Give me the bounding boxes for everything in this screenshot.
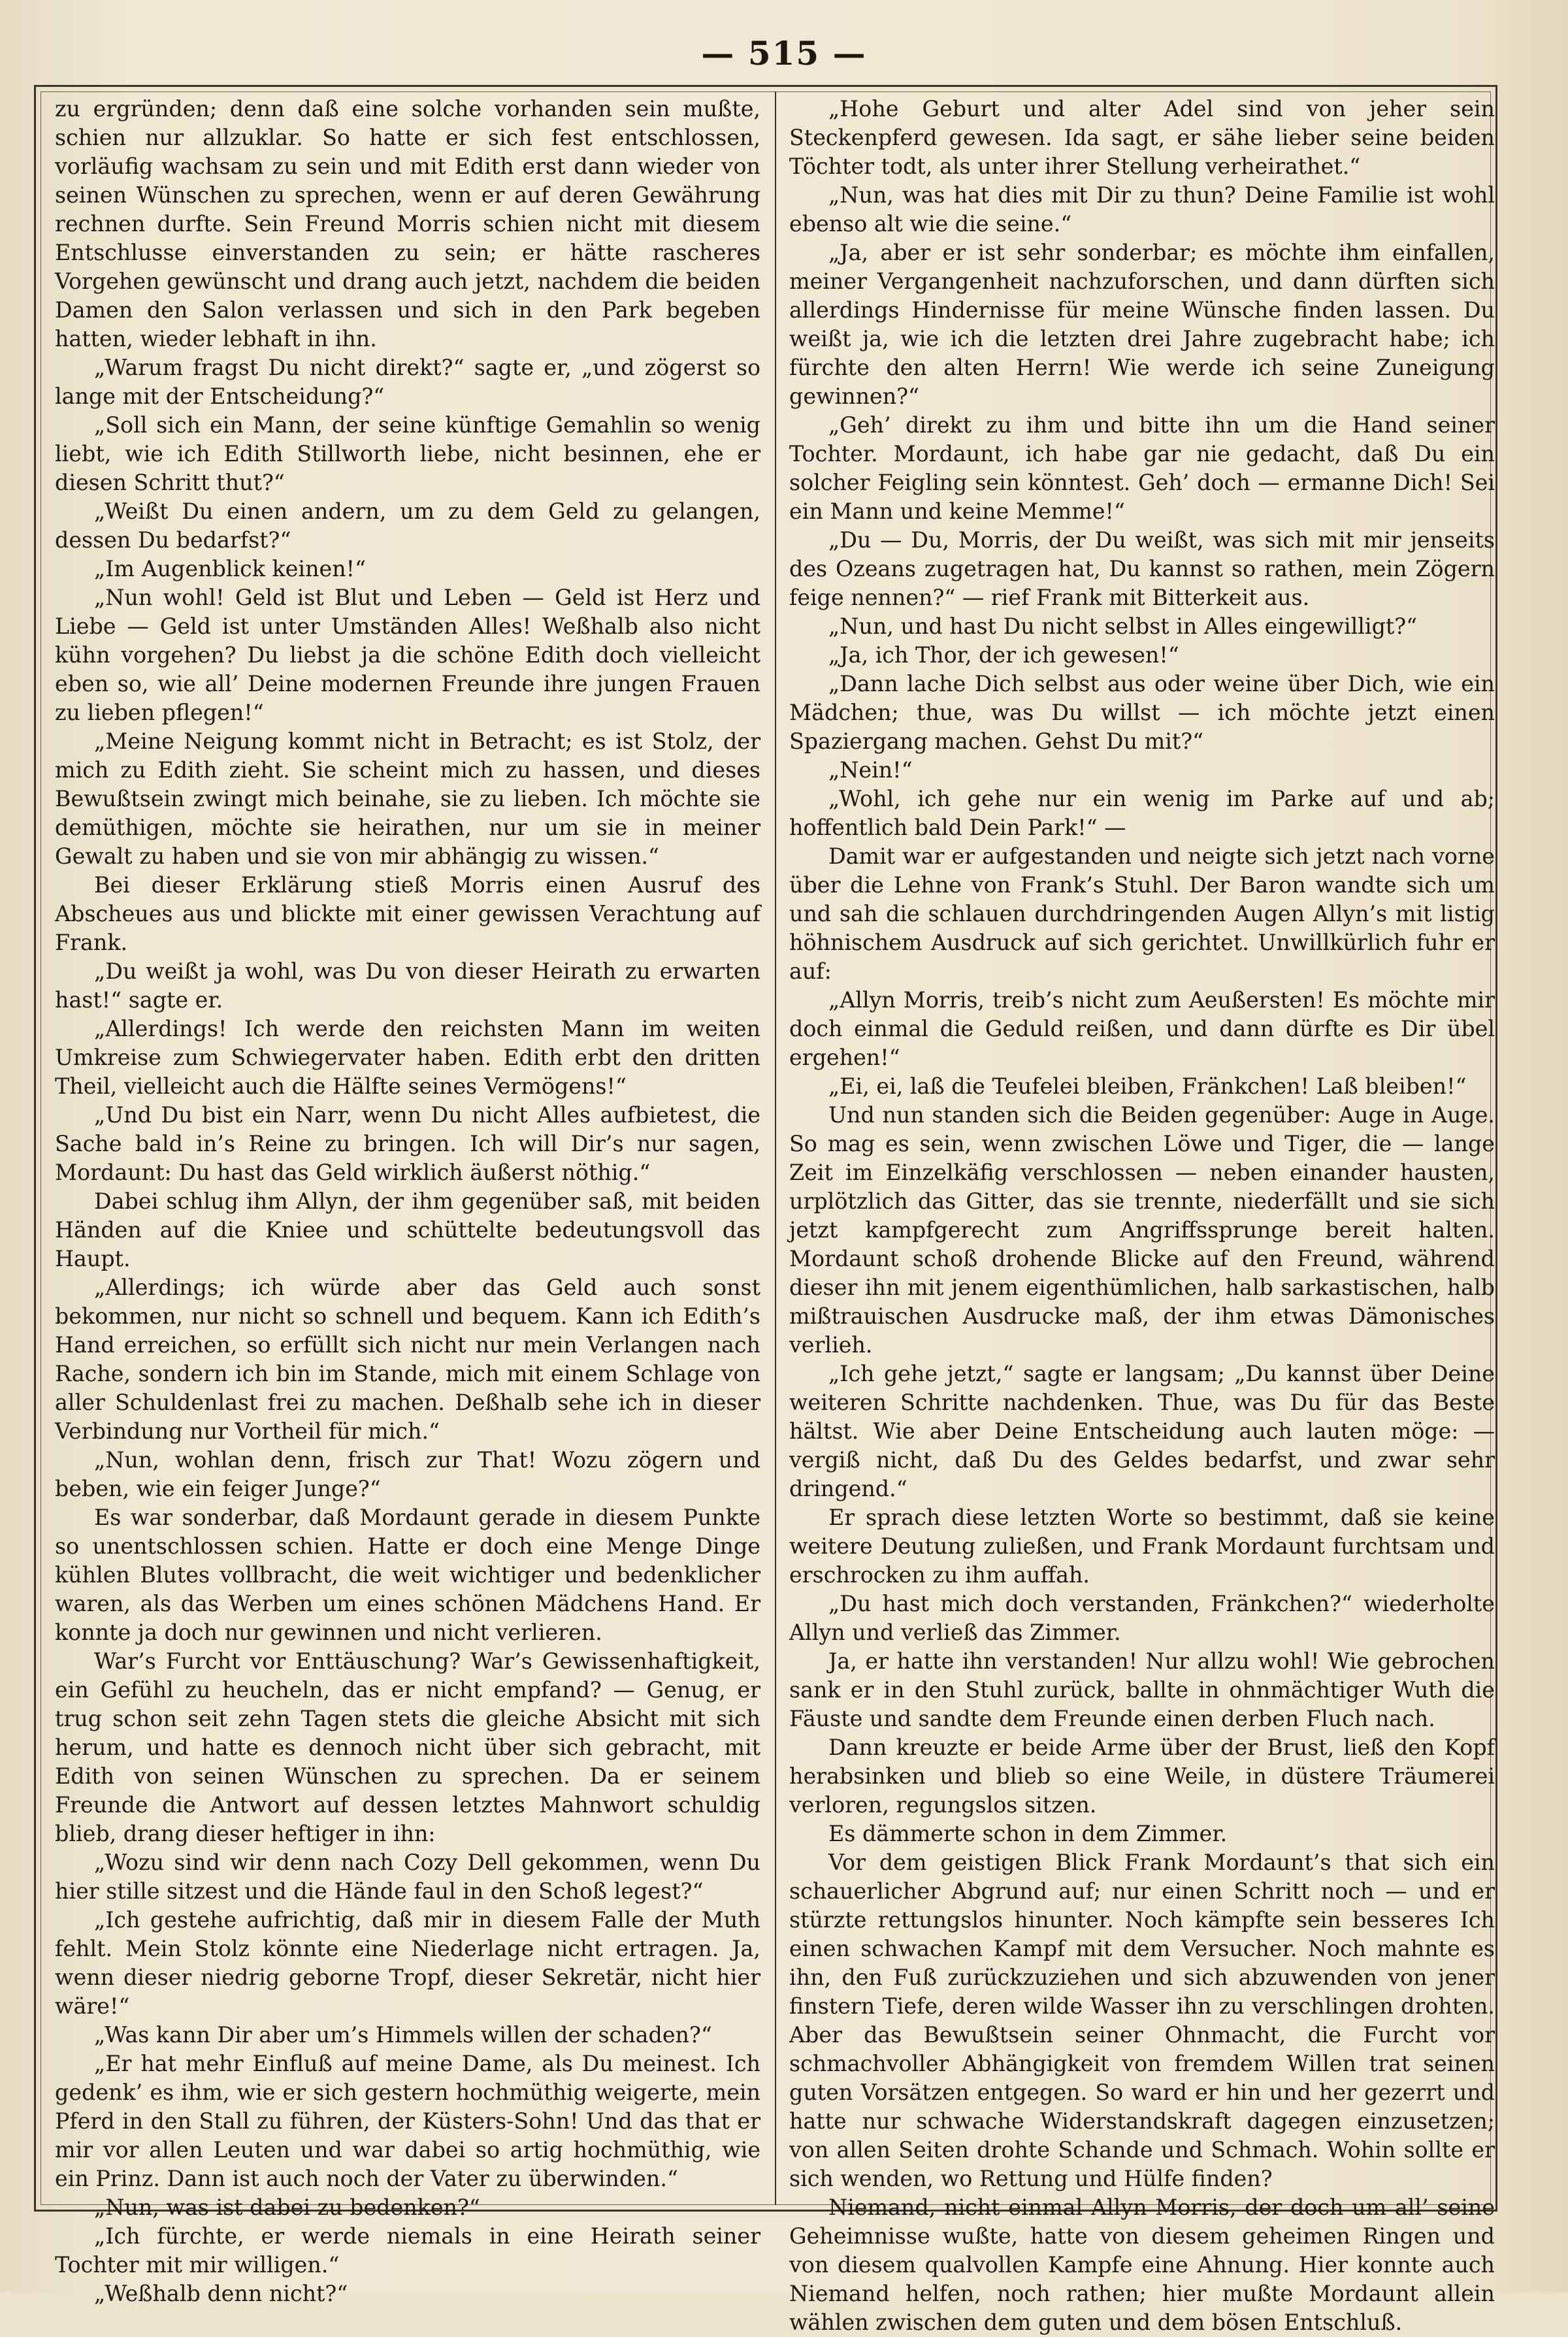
left-column xyxy=(55,95,760,2308)
paragraph: Bei dieser Erklärung stieß Morris einen Ausruf des Abscheues aus und blickte mit einer gewissen Verachtung auf Frank. xyxy=(55,872,760,955)
paragraph: „Ich gestehe aufrichtig, daß mir in diesem Falle der Muth fehlt. Mein Stolz könnte eine Niederlage nicht ertragen. Ja, wenn dieser niedrig geborne Tropf, dieser Sekretär, nicht hier wäre!“ xyxy=(55,1907,760,2019)
paragraph: Damit war er aufgestanden und neigte sich jetzt nach vorne über die Lehne von Frank’s Stuhl. Der Baron wandte sich um und sah die schlauen durchdringenden Augen Allyn’s mit listig höhnischem Ausdruck auf sich gerichtet. Unwillkürlich fuhr er auf: xyxy=(789,843,1495,984)
paragraph: Und nun standen sich die Beiden gegenüber: Auge in Auge. So mag es sein, wenn zwischen Löwe und Tiger, die — lange Zeit im Einzelkäfig verschlossen — neben einander hausten, urplötzlich das Gitter, das sie trennte, niederfällt und sie sich jetzt kampfgerecht zum Angriffssprunge bereit halten. Mordaunt schoß drohende Blicke auf den Freund, während dieser ihn mit jenem eigenthümlichen, halb sarkastischen, halb mißtrauischen Ausdrucke maß, der ihm etwas Dämonisches verlieh. xyxy=(789,1102,1495,1358)
paragraph: „Soll sich ein Mann, der seine künftige Gemahlin so wenig liebt, wie ich Edith Stillworth liebe, nicht besinnen, ehe er diesen Schritt thut?“ xyxy=(55,412,760,495)
paragraph: „Du — Du, Morris, der Du weißt, was sich mit mir jenseits des Ozeans zugetragen hat, Du kannst so rathen, mein Zögern feige nennen?“ — rief Frank mit Bitterkeit aus. xyxy=(789,527,1495,610)
paragraph: „Ich fürchte, er werde niemals in eine Heirath seiner Tochter mit mir willigen.“ xyxy=(55,2223,760,2278)
paragraph: „Und Du bist ein Narr, wenn Du nicht Alles aufbietest, die Sache bald in’s Reine zu bringen. Ich will Dir’s nur sagen, Mordaunt: Du hast das Geld wirklich äußerst nöthig.“ xyxy=(55,1102,760,1185)
paragraph: War’s Furcht vor Enttäuschung? War’s Gewissenhaftigkeit, ein Gefühl zu heucheln, das er nicht empfand? — Genug, er trug schon seit zehn Tagen stets die gleiche Absicht mit sich herum, und hatte es dennoch nicht über sich gebracht, mit Edith von seinen Wünschen zu sprechen. Da er seinem Freunde die Antwort auf dessen letztes Mahnwort schuldig blieb, drang dieser heftiger in ihn: xyxy=(55,1648,760,1846)
paragraph: „Er hat mehr Einfluß auf meine Dame, als Du meinest. Ich gedenk’ es ihm, wie er sich gestern hochmüthig weigerte, mein Pferd in den Stall zu führen, der Küsters-Sohn! Und das that er mir vor allen Leuten und war dabei so artig hochmüthig, wie ein Prinz. Dann ist auch noch der Vater zu überwinden.“ xyxy=(55,2051,760,2191)
paragraph: Dann kreuzte er beide Arme über der Brust, ließ den Kopf herabsinken und blieb so eine Weile, in düstere Träumerei verloren, regungslos sitzen. xyxy=(789,1735,1495,1818)
paragraph: „Was kann Dir aber um’s Himmels willen der schaden?“ xyxy=(94,2022,712,2048)
paragraph: „Nun, was ist dabei zu bedenken?“ xyxy=(94,2195,480,2220)
paragraph: „Nun wohl! Geld ist Blut und Leben — Geld ist Herz und Liebe — Geld ist unter Umständen Alles! Weßhalb also nicht kühn vorgehen? Du liebst ja die schöne Edith doch vielleicht eben so, wie all’ Deine modernen Freunde ihre jungen Frauen zu lieben pflegen!“ xyxy=(55,585,760,725)
paragraph: „Ei, ei, laß die Teufelei bleiben, Fränkchen! Laß bleiben!“ xyxy=(828,1073,1467,1099)
paragraph: Niemand, nicht einmal Allyn Morris, der doch um all’ seine Geheimnisse wußte, hatte von diesem geheimen Ringen und von diesem qualvollen Kampfe eine Ahnung. Hier konnte auch Niemand helfen, noch rathen; hier mußte Mordaunt allein wählen zwischen dem guten und dem bösen Entschluß. xyxy=(789,2195,1495,2335)
right-column xyxy=(789,95,1495,2337)
paragraph: Es war sonderbar, daß Mordaunt gerade in diesem Punkte so unentschlossen schien. Hatte er doch eine Menge Dinge kühlen Blutes vollbracht, die weit wichtiger und bedenklicher waren, als das Werben um eines schönen Mädchens Hand. Er konnte ja doch nur gewinnen und nicht verlieren. xyxy=(55,1505,760,1645)
paragraph: Dabei schlug ihm Allyn, der ihm gegenüber saß, mit beiden Händen auf die Kniee und schüttelte bedeutungsvoll das Haupt. xyxy=(55,1188,760,1271)
paragraph: „Ja, ich Thor, der ich gewesen!“ xyxy=(828,642,1179,668)
paragraph: „Dann lache Dich selbst aus oder weine über Dich, wie ein Mädchen; thue, was Du willst — ich möchte jetzt einen Spaziergang machen. Gehst Du mit?“ xyxy=(789,671,1495,754)
paragraph: „Geh’ direkt zu ihm und bitte ihn um die Hand seiner Tochter. Mordaunt, ich habe gar nie gedacht, daß Du ein solcher Feigling sein könntest. Geh’ doch — ermanne Dich! Sei ein Mann und keine Memme!“ xyxy=(789,412,1495,524)
paragraph: „Im Augenblick keinen!“ xyxy=(94,556,367,581)
paragraph: „Du hast mich doch verstanden, Fränkchen?“ wiederholte Allyn und verließ das Zimmer. xyxy=(789,1591,1495,1645)
paragraph: „Hohe Geburt und alter Adel sind von jeher sein Steckenpferd gewesen. Ida sagt, er sähe lieber seine beiden Töchter todt, als unter ihrer Stellung verheirathet.“ xyxy=(789,96,1495,179)
paragraph: „Warum fragst Du nicht direkt?“ sagte er, „und zögerst so lange mit der Entscheidung?“ xyxy=(55,355,760,409)
paragraph: „Weißt Du einen andern, um zu dem Geld zu gelangen, dessen Du bedarfst?“ xyxy=(55,498,760,553)
paragraph: „Meine Neigung kommt nicht in Betracht; es ist Stolz, der mich zu Edith zieht. Sie scheint mich zu hassen, und dieses Bewußtsein zwingt mich beinahe, sie zu lieben. Ich möchte sie demüthigen, möchte sie heirathen, nur um sie in meiner Gewalt zu haben und sie von mir abhängig zu wissen.“ xyxy=(55,728,760,869)
paragraph: „Ja, aber er ist sehr sonderbar; es möchte ihm einfallen, meiner Vergangenheit nachzuforschen, und dann dürften sich allerdings Hindernisse für meine Wünsche finden lassen. Du weißt ja, wie ich die letzten drei Jahre zugebracht habe; ich fürchte den alten Herrn! Wie werde ich seine Zuneigung gewinnen?“ xyxy=(789,240,1495,409)
paragraph: Ja, er hatte ihn verstanden! Nur allzu wohl! Wie gebrochen sank er in den Stuhl zurück, ballte in ohnmächtiger Wuth die Fäuste und sandte dem Freunde einen derben Fluch nach. xyxy=(789,1648,1495,1731)
page-number: — 515 — xyxy=(701,34,867,73)
paragraph: Er sprach diese letzten Worte so bestimmt, daß sie keine weitere Deutung zuließen, und Frank Mordaunt furchtsam und erschrocken zu ihm auffah. xyxy=(789,1505,1495,1588)
paragraph: „Allyn Morris, treib’s nicht zum Aeußersten! Es möchte mir doch einmal die Geduld reißen, und dann dürfte es Dir übel ergehen!“ xyxy=(789,987,1495,1070)
paragraph: „Wozu sind wir denn nach Cozy Dell gekommen, wenn Du hier stille sitzest und die Hände faul in den Schoß legest?“ xyxy=(55,1850,760,1904)
paragraph: „Wohl, ich gehe nur ein wenig im Parke auf und ab; hoffentlich bald Dein Park!“ — xyxy=(789,786,1495,840)
paragraph: zu ergründen; denn daß eine solche vorhanden sein mußte, schien nur allzuklar. So hatte er sich fest entschlossen, vorläufig wachsam zu sein und mit Edith erst dann wieder von seinen Wünschen zu sprechen, wenn er auf deren Gewährung rechnen durfte. Sein Freund Morris schien nicht mit diesem Entschlusse einverstanden zu sein; er hätte rascheres Vorgehen gewünscht und drang auch jetzt, nachdem die beiden Damen den Salon verlassen und sich in den Park begeben hatten, wieder lebhaft in ihn. xyxy=(55,96,760,351)
paragraph: „Nun, wohlan denn, frisch zur That! Wozu zögern und beben, wie ein feiger Junge?“ xyxy=(55,1447,760,1501)
paragraph: „Nein!“ xyxy=(828,757,913,783)
paragraph: Es dämmerte schon in dem Zimmer. xyxy=(828,1821,1228,1846)
paragraph: „Nun, was hat dies mit Dir zu thun? Deine Familie ist wohl ebenso alt wie die seine.“ xyxy=(789,182,1495,237)
paragraph: „Allerdings; ich würde aber das Geld auch sonst bekommen, nur nicht so schnell und bequem. Kann ich Edith’s Hand erreichen, so erfüllt sich nicht nur mein Verlangen nach Rache, sondern ich bin im Stande, mich mit einem Schlage von aller Schuldenlast frei zu machen. Deßhalb sehe ich in dieser Verbindung nur Vortheil für mich.“ xyxy=(55,1275,760,1444)
paragraph: „Du weißt ja wohl, was Du von dieser Heirath zu erwarten hast!“ sagte er. xyxy=(55,958,760,1013)
paragraph: „Weßhalb denn nicht?“ xyxy=(94,2281,348,2306)
paragraph: „Allerdings! Ich werde den reichsten Mann im weiten Umkreise zum Schwiegervater haben. Edith erbt den dritten Theil, vielleicht auch die Hälfte seines Vermögens!“ xyxy=(55,1016,760,1099)
paragraph: „Ich gehe jetzt,“ sagte er langsam; „Du kannst über Deine weiteren Schritte nachdenken. Thue, was Du für das Beste hältst. Wie aber Deine Entscheidung auch lauten möge: — vergiß nicht, daß Du des Geldes bedarfst, und zwar sehr dringend.“ xyxy=(789,1361,1495,1501)
paragraph: „Nun, und hast Du nicht selbst in Alles eingewilligt?“ xyxy=(828,613,1418,639)
column-divider xyxy=(775,91,776,2205)
paragraph: Vor dem geistigen Blick Frank Mordaunt’s that sich ein schauerlicher Abgrund auf; nur einen Schritt noch — und er stürzte rettungslos hinunter. Noch kämpfte sein besseres Ich einen schwachen Kampf mit dem Versucher. Noch mahnte es ihn, den Fuß zurückzuziehen und sich abzuwenden von jener finstern Tiefe, deren wilde Wasser ihn zu verschlingen drohten. Aber das Bewußtsein seiner Ohnmacht, die Furcht vor schmachvoller Abhängigkeit von fremdem Willen trat seinen guten Vorsätzen entgegen. So ward er hin und her gezerrt und hatte nur schwache Widerstandskraft dagegen einzusetzen; von allen Seiten drohte Schande und Schmach. Wohin sollte er sich wenden, wo Rettung und Hülfe finden? xyxy=(789,1850,1495,2191)
